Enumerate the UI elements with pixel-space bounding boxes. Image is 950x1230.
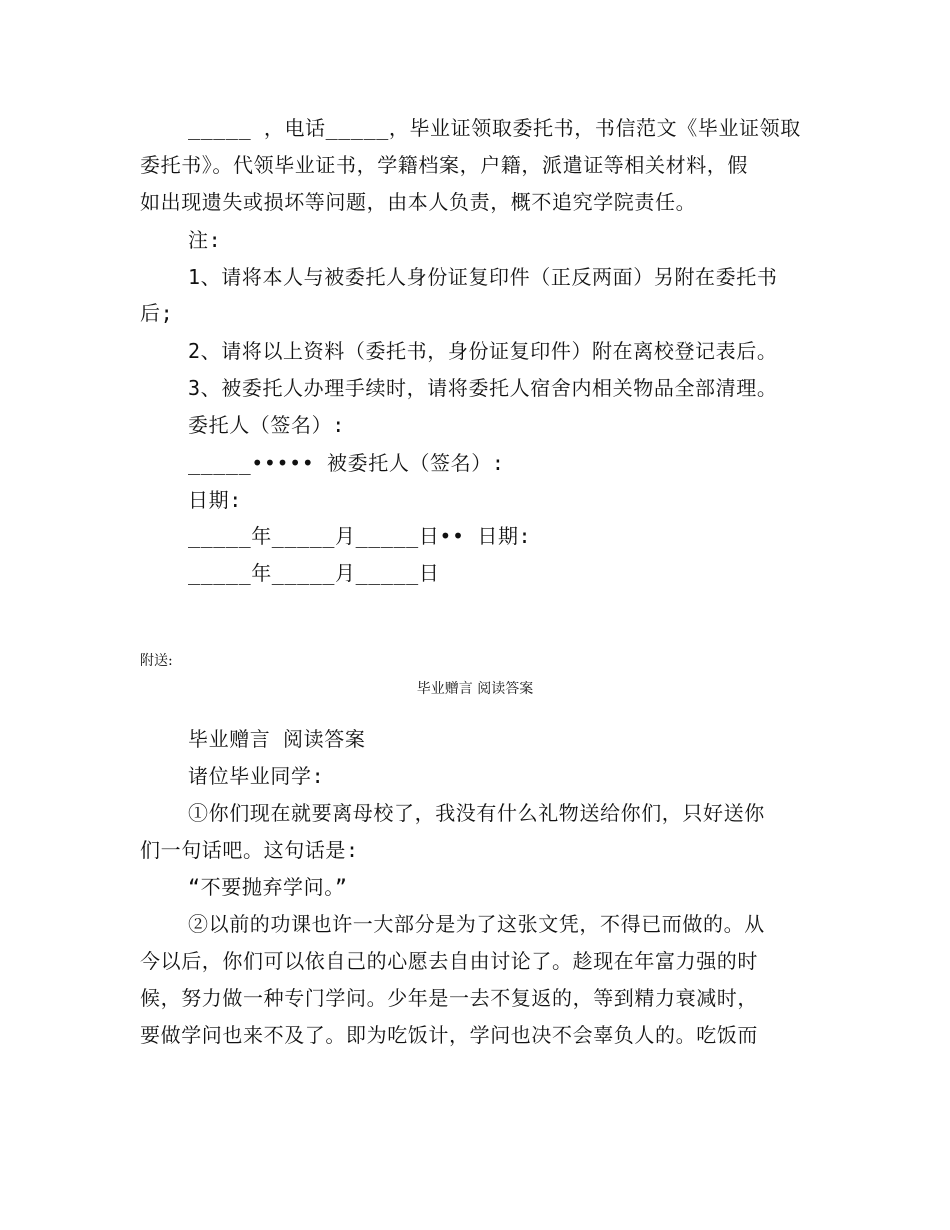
note-item-2: 2、请将以上资料（委托书，身份证复印件）附在离校登记表后。 xyxy=(188,339,778,363)
quote: “不要抛弃学问。” xyxy=(188,875,348,899)
paragraph-line: 们一句话吧。这句话是: xyxy=(140,838,359,862)
greeting: 诸位毕业同学: xyxy=(188,764,325,788)
note-item-1: 1、请将本人与被委托人身份证复印件（正反两面）另附在委托书 xyxy=(188,265,778,289)
paragraph-line: 要做学问也来不及了。即为吃饭计，学问也决不会辜负人的。吃饭而 xyxy=(140,1023,758,1047)
date-label: 日期: xyxy=(188,488,242,512)
paragraph-line: ②以前的功课也许一大部分是为了这张文凭，不得已而做的。从 xyxy=(188,912,765,936)
appendix-title: 毕业赠言 阅读答案 xyxy=(416,681,534,697)
date-line: _____年_____月_____日 xyxy=(188,561,440,585)
agent-signature-line: _____••••• 被委托人（签名）: xyxy=(188,451,505,475)
section-heading: 毕业赠言 阅读答案 xyxy=(188,727,366,751)
paragraph-line: 候，努力做一种专门学问。少年是一去不复返的，等到精力衰减时， xyxy=(140,986,758,1010)
note-item-3: 3、被委托人办理手续时，请将委托人宿舍内相关物品全部清理。 xyxy=(188,376,778,400)
date-line: _____年_____月_____日•• 日期: xyxy=(188,524,532,548)
appendix-label: 附送: xyxy=(140,653,173,669)
signer-signature-label: 委托人（签名）: xyxy=(188,413,345,437)
paragraph-line: 如出现遗失或损坏等问题，由本人负责，概不追究学院责任。 xyxy=(140,190,697,214)
note-label: 注: xyxy=(188,228,222,252)
paragraph-line: 今以后，你们可以依自己的心愿去自由讨论了。趁现在年富力强的时 xyxy=(140,949,758,973)
paragraph-line: _____ ，电话_____，毕业证领取委托书，书信范文《毕业证领取 xyxy=(188,116,801,140)
paragraph-line: ①你们现在就要离母校了，我没有什么礼物送给你们，只好送你 xyxy=(188,801,765,825)
note-item-1-continued: 后; xyxy=(140,301,174,325)
paragraph-line: 委托书》。代领毕业证书，学籍档案，户籍，派遣证等相关材料，假 xyxy=(140,153,748,177)
